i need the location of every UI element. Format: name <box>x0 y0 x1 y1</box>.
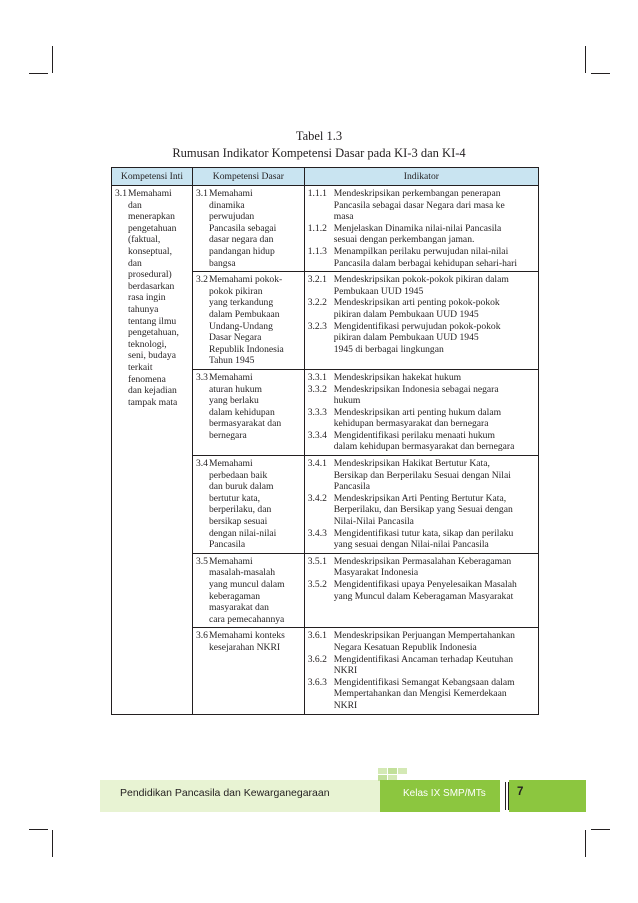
header-indikator: Indikator <box>304 168 538 186</box>
ki-text-line: tahunya <box>128 303 159 315</box>
kd-text-line: yang berlaku <box>208 395 259 407</box>
indicator-number: 3.4.1 <box>307 458 327 470</box>
kd-text-line: bersikap sesuai <box>208 516 268 528</box>
indicator-text-line: Mendeskripsikan hakekat hukum <box>333 371 462 383</box>
indicator-number: 3.3.2 <box>307 383 327 395</box>
indicator-text-line: hukum <box>333 395 361 407</box>
ki-text-line: seni, budaya <box>128 350 176 362</box>
kd-text-line: bertutur kata, <box>208 492 261 504</box>
indicator-number: 3.3.1 <box>307 371 327 383</box>
kd-text-line: Memahami <box>208 188 253 199</box>
ki-text-line: prosedural) <box>128 269 172 281</box>
indicator-text-line: pikiran dalam Pembukaan UUD 1945 <box>333 332 479 344</box>
kd-number: 3.2 <box>195 274 208 286</box>
indikator-cell <box>304 369 538 455</box>
indicator-text-line: Pembukaan UUD 1945 <box>333 285 424 297</box>
kompetensi-inti-cell <box>112 186 193 715</box>
ki-text-line: konseptual, <box>128 245 172 257</box>
indicator-item <box>308 321 535 356</box>
kd-text-line: masyarakat dan <box>208 602 269 614</box>
indicator-text-line: Mempertahankan dan Mengisi Kemerdekaan <box>333 688 507 700</box>
indicator-item <box>308 458 535 493</box>
indicator-text-line: Mengidentifikasi Semangat Kebangsaan dalam <box>333 676 515 688</box>
kd-text-line: Memahami <box>208 555 253 567</box>
indicator-item <box>308 556 535 579</box>
ki-text-line: dan <box>128 257 142 269</box>
indicator-number: 3.4.3 <box>307 527 327 539</box>
kd-text-line: Pancasila sebagai <box>208 222 277 234</box>
indicator-text-line: Mendeskripsikan arti penting hukum dalam <box>333 406 502 418</box>
kd-text-line: dinamika <box>208 199 245 211</box>
crop-mark <box>52 46 53 73</box>
kd-number: 3.4 <box>195 458 208 470</box>
kd-number: 3.3 <box>195 371 208 383</box>
indicator-text-line: masa <box>333 211 354 223</box>
indicator-text-line: sesuai dengan perkembangan jaman. <box>333 234 475 246</box>
indicator-text-line: Mengidentifikasi perwujudan pokok-pokok <box>333 320 501 332</box>
kd-text-line: pandangan hidup <box>208 245 275 257</box>
kd-text-line: Memahami <box>208 458 253 470</box>
indicator-text-line: Mendeskripsikan pokok-pokok pikiran dalam <box>333 274 509 286</box>
kd-text-line: dalam Pembukaan <box>208 308 280 320</box>
crop-mark <box>585 830 586 857</box>
indicator-number: 1.1.2 <box>307 222 327 234</box>
indikator-cell <box>304 272 538 370</box>
kd-text-line: kesejarahan NKRI <box>208 641 281 653</box>
indicator-text-line: Mengidentifikasi perilaku menaati hukum <box>333 429 495 441</box>
kd-text-line: keberagaman <box>208 590 261 602</box>
kd-number: 3.1 <box>195 188 208 199</box>
indikator-cell <box>304 456 538 554</box>
indicator-number: 3.2.2 <box>307 297 327 309</box>
ki-text-line: menerapkan <box>128 211 175 223</box>
indicator-text-line: Mendeskripsikan perkembangan penerapan <box>333 188 501 199</box>
kd-text-line: cara pemecahannya <box>208 613 285 625</box>
indicator-text-line: Mengidentifikasi tutur kata, sikap dan perilaku <box>333 527 514 539</box>
crop-mark <box>591 829 610 830</box>
indicator-item <box>308 223 535 246</box>
crop-mark <box>29 829 48 830</box>
kd-text-line: bangsa <box>208 257 236 269</box>
crop-mark <box>29 73 48 74</box>
indicator-item <box>308 430 535 453</box>
ki-text-line: tentang ilmu <box>128 315 177 327</box>
kd-text-line: bermasyarakat dan <box>208 418 282 430</box>
indicator-number: 1.1.3 <box>307 245 327 257</box>
indicator-number: 3.5.1 <box>307 555 327 567</box>
indicator-item <box>308 407 535 430</box>
indicator-text-line: Mengidentifikasi Ancaman terhadap Keutuhan <box>333 653 514 665</box>
kd-text-line: dasar negara dan <box>208 234 274 246</box>
indicator-text-line: Menampilkan perilaku perwujudan nilai-nilai <box>333 245 509 257</box>
ki-number: 3.1 <box>115 188 127 199</box>
header-kompetensi-dasar: Kompetensi Dasar <box>192 168 304 186</box>
kd-text-line: perbedaan baik <box>208 469 268 481</box>
ki-text-line: dan <box>128 199 142 211</box>
kd-text-line: bernegara <box>208 429 247 441</box>
indicator-text-line: Masyarakat Indonesia <box>333 567 419 579</box>
indicator-text-line: Nilai-Nilai Pancasila <box>333 516 414 528</box>
indicator-text-line: Menjelaskan Dinamika nilai-nilai Pancasila <box>333 222 502 234</box>
table-caption-title: Rumusan Indikator Kompetensi Dasar pada KI-3 dan KI-4 <box>172 146 466 160</box>
footer-divider <box>505 782 506 810</box>
kompetensi-dasar-cell <box>192 456 304 554</box>
indicator-item <box>308 297 535 320</box>
indikator-cell <box>304 628 538 714</box>
kd-text-line: masalah-masalah <box>208 567 275 579</box>
indicator-item <box>308 654 535 677</box>
kd-text-line: Memahami pokok- <box>208 274 283 286</box>
indicator-text-line: dalam kehidupan bermasyarakat dan bernegara <box>333 441 515 453</box>
indicator-item <box>308 579 535 602</box>
indicator-number: 3.6.2 <box>307 653 327 665</box>
indicator-text-line: pikiran dalam Pembukaan UUD 1945 <box>333 308 479 320</box>
indicator-text-line: NKRI <box>333 699 358 711</box>
footer-book-title: Pendidikan Pancasila dan Kewarganegaraan <box>120 787 330 799</box>
ki-text-line: tampak mata <box>128 396 178 408</box>
indicator-number: 3.2.3 <box>307 320 327 332</box>
indicator-table <box>111 167 539 715</box>
indicator-number: 3.5.2 <box>307 579 327 590</box>
kd-text-line: Memahami konteks <box>208 630 285 642</box>
kd-text-line: dengan nilai-nilai <box>208 527 277 539</box>
kd-text-line: Tahun 1945 <box>208 355 255 367</box>
table-row <box>112 186 539 272</box>
indicator-number: 3.3.4 <box>307 429 327 441</box>
crop-mark <box>585 46 586 73</box>
ki-text-line: pengetahuan <box>128 222 177 234</box>
indicator-text-line: Mendeskripsikan Perjuangan Mempertahankan <box>333 630 515 642</box>
kd-text-line: perwujudan <box>208 211 255 223</box>
kompetensi-dasar-cell <box>192 369 304 455</box>
indicator-text-line: yang Muncul dalam Keberagaman Masyarakat <box>333 590 514 602</box>
indicator-number: 3.4.2 <box>307 492 327 504</box>
kd-text-line: yang terkandung <box>208 297 274 309</box>
indicator-text-line: Mendeskripsikan Permasalahan Keberagaman <box>333 555 512 567</box>
table-header-row <box>112 168 539 186</box>
indicator-text-line: yang sesuai dengan Nilai-nilai Pancasila <box>333 539 489 551</box>
kompetensi-dasar-cell <box>192 553 304 628</box>
indicator-text-line: NKRI <box>333 665 358 677</box>
crop-mark <box>52 830 53 857</box>
indicator-text-line: Mendeskripsikan Hakikat Bertutur Kata, <box>333 458 490 470</box>
indicator-text-line: 1945 di berbagai lingkungan <box>333 343 444 355</box>
ki-text-line: fenomena <box>128 373 166 385</box>
ki-text-line: dan kejadian <box>128 385 177 397</box>
kompetensi-dasar-cell <box>192 186 304 272</box>
kd-text-line: Dasar Negara <box>208 332 262 344</box>
indicator-item <box>308 528 535 551</box>
indicator-item <box>308 677 535 712</box>
indicator-text-line: Mengidentifikasi upaya Penyelesaikan Masalah <box>333 579 517 590</box>
ki-text-line: terkait <box>128 361 153 373</box>
indicator-text-line: Negara Kesatuan Republik Indonesia <box>333 641 477 653</box>
indicator-text-line: Pancasila dalam berbagai kehidupan sehari-hari <box>333 257 518 269</box>
indicator-text-line: Pancasila sebagai dasar Negara dari masa ke <box>333 199 505 211</box>
indicator-text-line: kehidupan bermasyarakat dan bernegara <box>333 418 489 430</box>
indicator-number: 3.2.1 <box>307 274 327 286</box>
ki-text-line: teknologi, <box>128 338 167 350</box>
kd-number: 3.5 <box>195 555 208 567</box>
header-kompetensi-inti: Kompetensi Inti <box>112 168 193 186</box>
indicator-number: 1.1.1 <box>307 188 327 199</box>
kd-text-line: Pancasila <box>208 539 246 551</box>
indicator-item <box>308 188 535 223</box>
kd-text-line: aturan hukum <box>208 383 262 395</box>
indicator-number: 3.3.3 <box>307 406 327 418</box>
indicator-item <box>308 384 535 407</box>
indicator-item <box>308 246 535 269</box>
indicator-item <box>308 372 535 384</box>
kompetensi-dasar-cell <box>192 628 304 714</box>
ki-text-line: berdasarkan <box>128 280 175 292</box>
kd-text-line: Undang-Undang <box>208 320 273 332</box>
page-number: 7 <box>517 786 524 798</box>
class-label: Kelas IX SMP/MTs <box>403 788 486 799</box>
indicator-text-line: Mendeskripsikan arti penting pokok-pokok <box>333 297 500 309</box>
ki-text-line: rasa ingin <box>128 292 166 304</box>
ki-text-line: Memahami <box>128 188 172 199</box>
indicator-text-line: Berperilaku, dan Bersikap yang Sesuai dengan <box>333 504 513 516</box>
kd-text-line: yang muncul dalam <box>208 579 285 590</box>
indicator-item <box>308 493 535 528</box>
table-body <box>112 186 539 715</box>
kd-number: 3.6 <box>195 630 208 642</box>
indicator-text-line: Bersikap dan Berperilaku Sesuai dengan Nilai <box>333 469 511 481</box>
crop-mark <box>591 73 610 74</box>
kd-text-line: berperilaku, dan <box>208 504 272 516</box>
ki-text-line: (faktual, <box>128 234 161 246</box>
kd-text-line: Republik Indonesia <box>208 343 284 355</box>
indicator-text-line: Mendeskripsikan Indonesia sebagai negara <box>333 383 499 395</box>
indicator-number: 3.6.1 <box>307 630 327 642</box>
indicator-number: 3.6.3 <box>307 676 327 688</box>
indicator-item <box>308 630 535 653</box>
indicator-text-line: Mendeskripsikan Arti Penting Bertutur Kata, <box>333 492 507 504</box>
indikator-cell <box>304 553 538 628</box>
kd-text-line: Memahami <box>208 371 253 383</box>
table-caption-label: Tabel 1.3 <box>295 129 343 143</box>
kd-text-line: dan buruk dalam <box>208 481 274 493</box>
ki-text-line: pengetahuan, <box>128 327 179 339</box>
kd-text-line: pokok pikiran <box>208 285 263 297</box>
kompetensi-dasar-cell <box>192 272 304 370</box>
indicator-text-line: Pancasila <box>333 481 370 493</box>
indicator-item <box>308 274 535 297</box>
kd-text-line: dalam kehidupan <box>208 406 275 418</box>
indikator-cell <box>304 186 538 272</box>
